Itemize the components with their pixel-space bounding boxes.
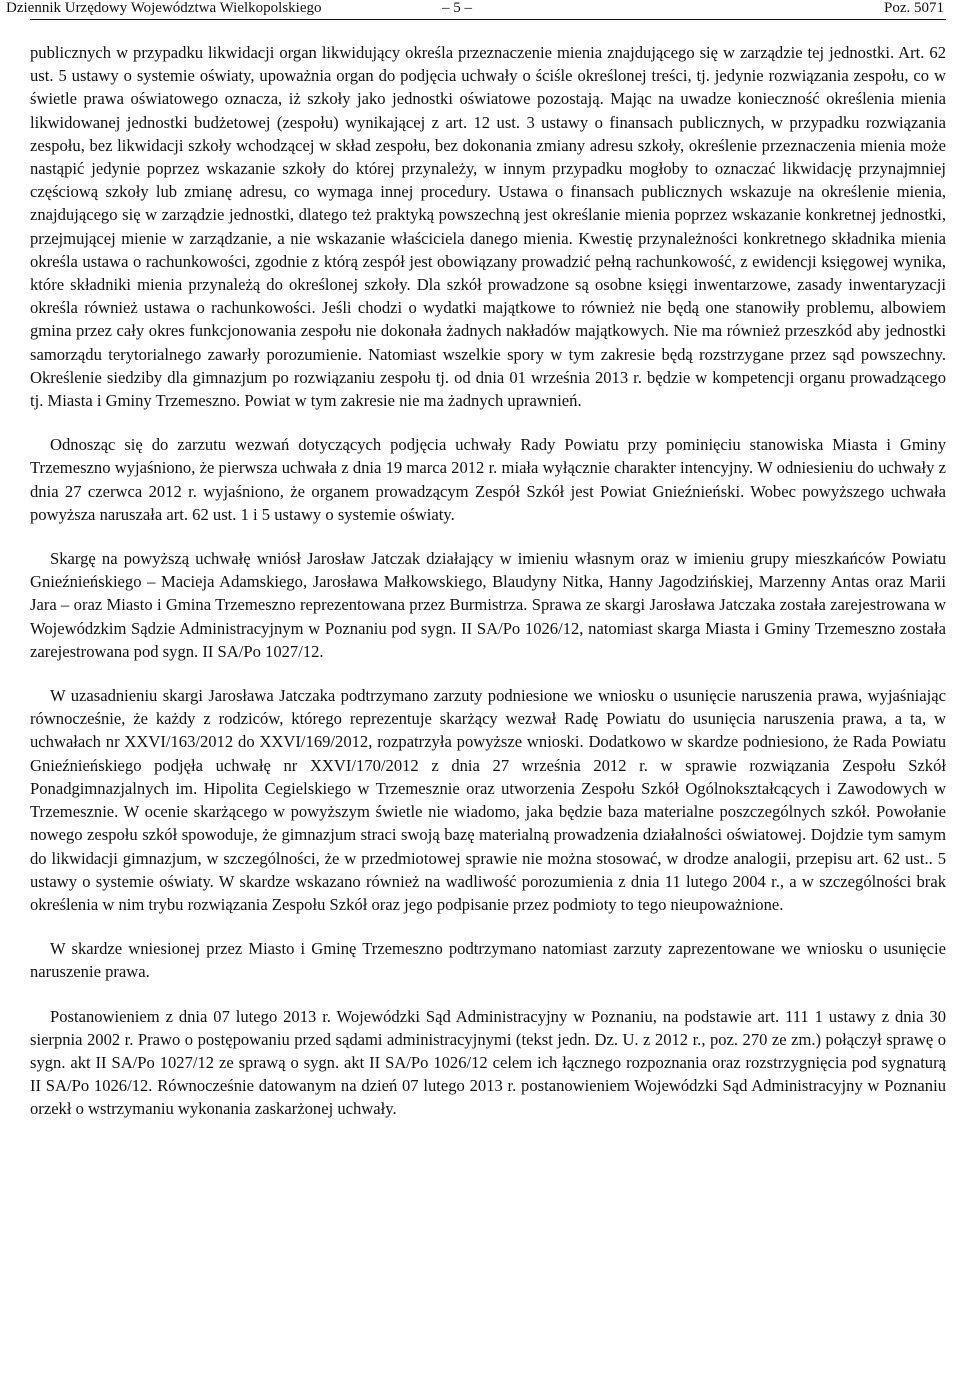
page-header [6, 0, 946, 20]
page-number: – 5 – [442, 0, 472, 16]
paragraph: Postanowieniem z dnia 07 lutego 2013 r. Wojewódzki Sąd Administracyjny w Poznaniu, na podstawie art. 111 1 ustawy z dnia 30 sierpnia 2002 r. Prawo o postępowaniu przed sądami administracyjnymi (tekst jedn. Dz. U. z 2012 r., poz. 270 ze zm.) połączył sprawę o sygn. akt II SA/Po 1027/12 ze sprawą o sygn. akt II SA/Po 1026/12 celem ich łącznego rozpoznania oraz rozstrzygnięcia pod sygnaturą II SA/Po 1026/12. Równocześnie datowanym na dzień 07 lutego 2013 r. postanowieniem Wojewódzki Sąd Administracyjny w Poznaniu orzekł o wstrzymaniu wykonania zaskarżonej uchwały. [30, 1006, 946, 1119]
document-body [30, 20, 946, 1121]
paragraph: Skargę na powyższą uchwałę wniósł Jarosław Jatczak działający w imieniu własnym oraz w imieniu grupy mieszkańców Powiatu Gnieźnieńskiego – Macieja Adamskiego, Jarosława Małkowskiego, Blaudyny Nitka, Hanny Jagodzińskiej, Marzenny Antas oraz Marii Jara – oraz Miasto i Gmina Trzemeszno reprezentowana przez Burmistrza. Sprawa ze skargi Jarosława Jatczaka została zarejestrowana w Wojewódzkim Sądzie Administracyjnym w Poznaniu pod sygn. II SA/Po 1026/12, natomiast skarga Miasta i Gminy Trzemeszno została zarejestrowana pod sygn. II SA/Po 1027/12. [30, 549, 946, 661]
paragraph-continuation: publicznych w przypadku likwidacji organ likwidujący określa przeznaczenie mienia znajdującego się w zarządzie tej jednostki. Art. 62 ust. 5 ustawy o systemie oświaty, upoważnia organ do podjęcia uchwały o ściśle określonej treści, tj. jedynie rozwiązania zespołu, co w świetle prawa oświatowego oznacza, iż szkoły jako jednostki oświatowe pozostają. Mając na uwadze konieczność określenia mienia likwidowanej jednostki budżetowej (zespołu) wynikającej z art. 12 ust. 3 ustawy o finansach publicznych, w przypadku rozwiązania zespołu, bez likwidacji szkoły wchodzącej w skład zespołu, bez dokonania zmiany adresu szkoły, określenie przeznaczenia mienia może nastąpić jedynie poprzez wskazanie szkoły do której przynależy, w innym przypadku mogłoby to oznaczać likwidację przynajmniej częściową szkoły lub zmianę adresu, co wymaga innej procedury. Ustawa o finansach publicznych wskazuje na określenie mienia, znajdującego się w zarządzie jednostki, dlatego też praktyką powszechną jest określanie mienia poprzez wskazanie konkretnej jednostki, przejmującej mienie w zarządzanie, a nie wskazanie właściciela danego mienia. Kwestię przynależności konkretnego składnika mienia określa ustawa o rachunkowości, zgodnie z którą zespół jest obowiązany prowadzić pełną rachunkowość, z ewidencji księgowej wynika, które składniki mienia przynależą do określonej szkoły. Dla szkół prowadzone są osobne księgi inwentarzowe, zasady inwentaryzacji określa również ustawa o rachunkowości. Jeśli chodzi o wydatki majątkowe to również nie będą one stanowiły problemu, albowiem gmina przez cały okres funkcjonowania zespołu nie dokonała żadnych nakładów majątkowych. Nie ma również przeszkód aby jednostki samorządu terytorialnego zawarły porozumienie. Natomiast wszelkie spory w tym zakresie będą rozstrzygane przez sąd powszechny. Określenie siedziby dla gimnazjum po rozwiązaniu zespołu tj. od dnia 01 września 2013 r. będzie w kompetencji organu prowadzącego tj. Miasta i Gminy Trzemeszno. Powiat w tym zakresie nie ma żadnych uprawnień. [30, 43, 946, 411]
journal-title: Dziennik Urzędowy Województwa Wielkopolskiego [6, 0, 322, 16]
paragraph: W skardze wniesionej przez Miasto i Gminę Trzemeszno podtrzymano natomiast zarzuty zaprezentowane we wniosku o usunięcie naruszenie prawa. [30, 939, 946, 982]
position-number: Poz. 5071 [884, 0, 944, 16]
paragraph: Odnosząc się do zarzutu wezwań dotyczących podjęcia uchwały Rady Powiatu przy pominięciu stanowiska Miasta i Gminy Trzemeszno wyjaśniono, że pierwsza uchwała z dnia 19 marca 2012 r. miała wyłącznie charakter intencyjny. W odniesieniu do uchwały z dnia 27 czerwca 2012 r. wyjaśniono, że organem prowadzącym Zespół Szkół jest Powiat Gnieźnieński. Wobec powyższego uchwała powyższa naruszała art. 62 ust. 1 i 5 ustawy o systemie oświaty. [30, 435, 946, 524]
paragraph: W uzasadnieniu skargi Jarosława Jatczaka podtrzymano zarzuty podniesione we wniosku o usunięcie naruszenia prawa, wyjaśniając równocześnie, że każdy z rodziców, którego reprezentuje skarżący wezwał Radę Powiatu do usunięcia naruszenia prawa, a ta, w uchwałach nr XXVI/163/2012 do XXVI/169/2012, rozpatrzyła powyższe wnioski. Dodatkowo w skardze podniesiono, że Rada Powiatu Gnieźnieńskiego podjęła uchwałę nr XXVI/170/2012 z dnia 27 września 2012 r. w sprawie rozwiązania Zespołu Szkół Ponadgimnazjalnych im. Hipolita Cegielskiego w Trzemesznie oraz utworzenia Zespołu Szkół Ogólnokształcących i Zawodowych w Trzemesznie. W ocenie skarżącego w powyższym świetle nie wiadomo, jaka będzie baza materialne poszczególnych szkół. Powołanie nowego zespołu szkół spowoduje, że gimnazjum straci swoją bazę materialną prowadzenia działalności oświatowej. Dojdzie tym samym do likwidacji gimnazjum, w szczególności, że w przedmiotowej sprawie nie można stosować, w drodze analogii, przepisu art. 62 ust.. 5 ustawy o systemie oświaty. W skardze wskazano również na wadliwość porozumienia z dnia 11 lutego 2004 r., a w szczególności brak określenia w nim trybu rozwiązania Zespołu Szkół oraz jego podpisanie przez podmioty to tego nieupoważnione. [30, 686, 946, 914]
